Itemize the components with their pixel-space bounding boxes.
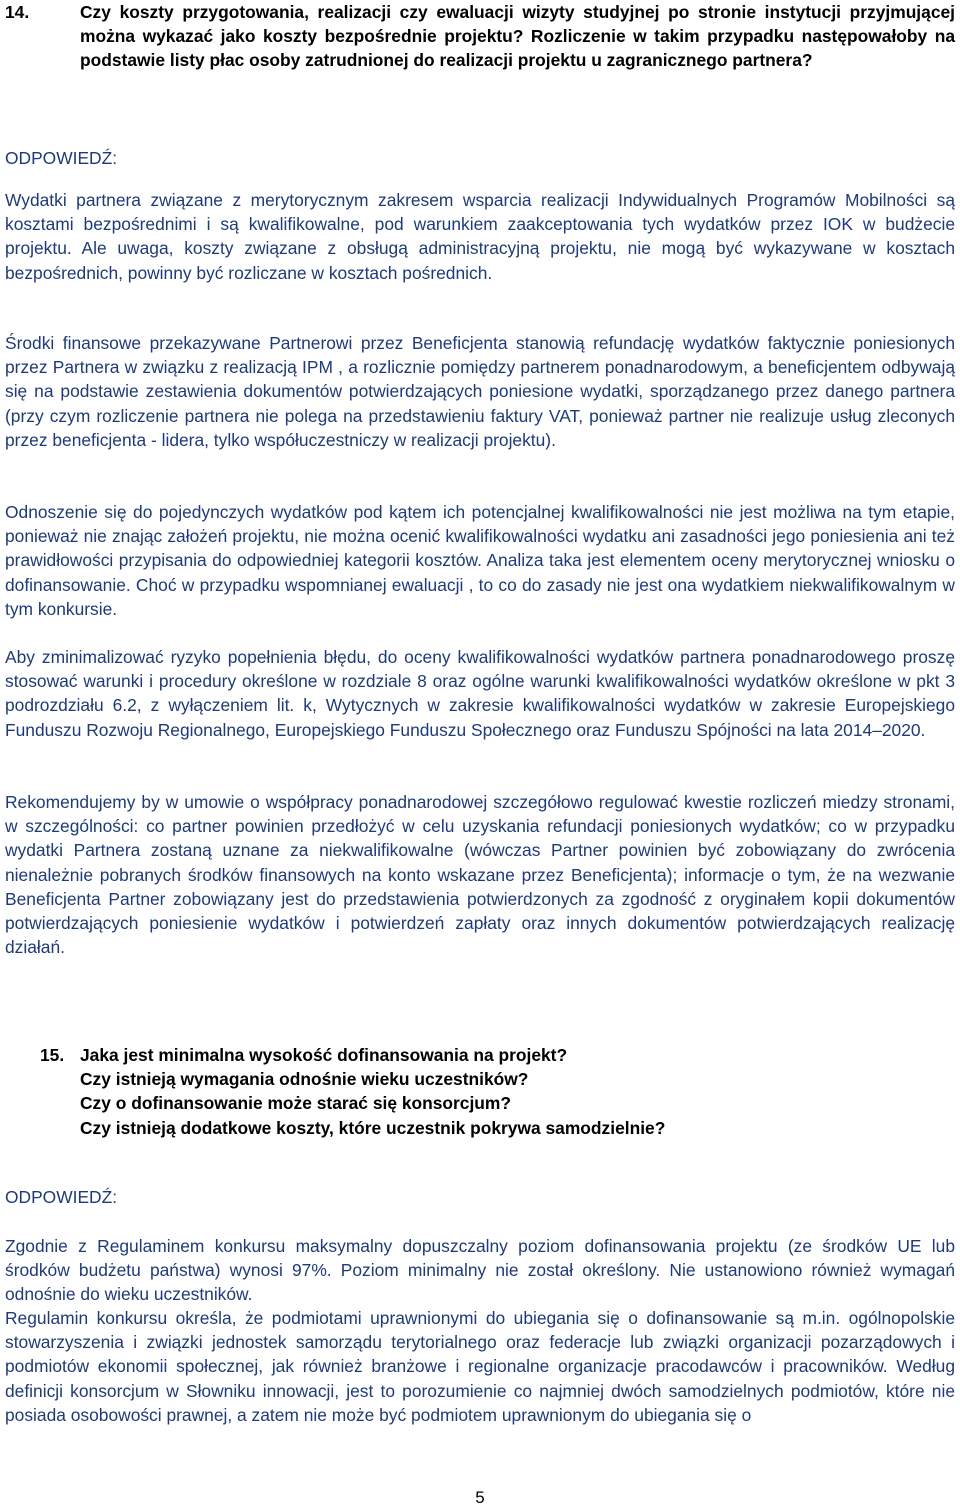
answer-15-paragraph-2: Regulamin konkursu określa, że podmiotami uprawnionymi do ubiegania się o dofinansowanie są m.in. ogólnopolskie stowarzyszenia i związki jednostek samorządu terytorialnego oraz federacje lub związki organizacji pozarządowych i podmiotów ekonomii społecznej, jak również branżowe i regionalne organizacje pracodawców i pracowników. Według definicji konsorcjum w Słowniku innowacji, jest to porozumienie co najmniej dwóch samodzielnych podmiotów, które nie posiada osobowości prawnej, a zatem nie może być podmiotem uprawnionym do ubiegania się o (5, 1308, 955, 1425)
answer-14-paragraph-5: Rekomendujemy by w umowie o współpracy ponadnarodowej szczegółowo regulować kwestie rozliczeń miedzy stronami, w szczególności: co partner powinien przedłożyć w celu uzyskania refundacji poniesionych wydatków; co w przypadku wydatki Partnera zostaną uznane za niekwalifikowalne (wówczas Partner powinien być zobowiązany do zwrócenia nienależnie pobranych środków finansowych na konto wskazane przez Beneficjenta); informacje o tym, że na wezwanie Beneficjenta Partner zobowiązany jest do przedstawienia potwierdzonych za zgodność z oryginałem kopii dokumentów potwierdzających poniesienie wydatków i potwierdzeń zapłaty oraz innych dokumentów potwierdzających realizację działań. (5, 792, 955, 958)
answer-14-paragraph-2: Środki finansowe przekazywane Partnerowi przez Beneficjenta stanowią refundację wydatków faktycznie poniesionych przez Partnera w związku z realizacją IPM , a rozlicznie pomiędzy partnerem ponadnarodowym, a beneficjentem odbywają się na podstawie zestawienia dokumentów potwierdzających poniesione wydatki, sporządzanego przez danego partnera (przy czym rozliczenie partnera nie polega na przedstawieniu faktury VAT, ponieważ partner nie realizuje usług zleconych przez beneficjenta - lidera, tylko współuczestniczy w realizacji projektu). (5, 333, 955, 450)
answer-14-paragraph-4: Aby zminimalizować ryzyko popełnienia błędu, do oceny kwalifikowalności wydatków partnera ponadnarodowego proszę stosować warunki i procedury określone w rozdziale 8 oraz ogólne warunki kwalifikowalności wydatków określone w pkt 3 podrozdziału 6.2, z wyłączeniem lit. k, Wytycznych w zakresie kwalifikowalności wydatków w zakresie Europejskiego Funduszu Rozwoju Regionalnego, Europejskiego Funduszu Społecznego oraz Funduszu Spójności na lata 2014–2020. (5, 647, 955, 740)
answer-14-paragraph-1: Wydatki partnera związane z merytorycznym zakresem wsparcia realizacji Indywidualnych Programów Mobilności są kosztami bezpośrednimi i są kwalifikowalne, pod warunkiem zaakceptowania tych wydatków przez IOK w budżecie projektu. Ale uwaga, koszty związane z obsługą administracyjną projektu, nie mogą być wykazywane w kosztach bezpośrednich, powinny być rozliczane w kosztach pośrednich. (5, 190, 955, 283)
answer-label-15: ODPOWIEDŹ: (5, 1187, 118, 1207)
page-number: 5 (475, 1488, 485, 1507)
question-15-number: 15. (40, 1045, 65, 1065)
answer-label-14: ODPOWIEDŹ: (5, 148, 118, 168)
question-14-text: Czy koszty przygotowania, realizacji czy ewaluacji wizyty studyjnej po stronie instytucji przyjmującej można wykazać jako koszty bezpośrednie projektu? Rozliczenie w takim przypadku następowałoby na podstawie listy płac osoby zatrudnionej do realizacji projektu u zagranicznego partnera? (80, 2, 955, 71)
question-15-line-3: Czy o dofinansowanie może starać się konsorcjum? (80, 1093, 512, 1114)
question-15-line-2: Czy istnieją wymagania odnośnie wieku uczestników? (80, 1069, 529, 1090)
question-14 (5, 0, 955, 73)
answer-15-paragraph-1: Zgodnie z Regulaminem konkursu maksymalny dopuszczalny poziom dofinansowania projektu (ze środków UE lub środków budżetu państwa) wynosi 97%. Poziom minimalny nie został określony. Nie ustanowiono również wymagań odnośnie do wieku uczestników. (5, 1236, 955, 1305)
question-15-line-1: Jaka jest minimalna wysokość dofinansowania na projekt? (80, 1045, 568, 1065)
question-15 (5, 1043, 955, 1140)
question-14-number: 14. (5, 2, 30, 22)
question-15-text (80, 1043, 955, 1140)
question-15-line-4: Czy istnieją dodatkowe koszty, które uczestnik pokrywa samodzielnie? (80, 1117, 666, 1138)
answer-14-paragraph-3: Odnoszenie się do pojedynczych wydatków pod kątem ich potencjalnej kwalifikowalności nie jest możliwa na tym etapie, ponieważ nie znając założeń projektu, nie można ocenić kwalifikowalności wydatku ani zasadności jego poniesienia ani też prawidłowości przypisania do odpowiedniej kategorii kosztów. Analiza taka jest elementem oceny merytorycznej wniosku o dofinansowanie. Choć w przypadku wspomnianej ewaluacji , to co do zasady nie jest ona wydatkiem niekwalifikowalnym w tym konkursie. (5, 502, 955, 619)
